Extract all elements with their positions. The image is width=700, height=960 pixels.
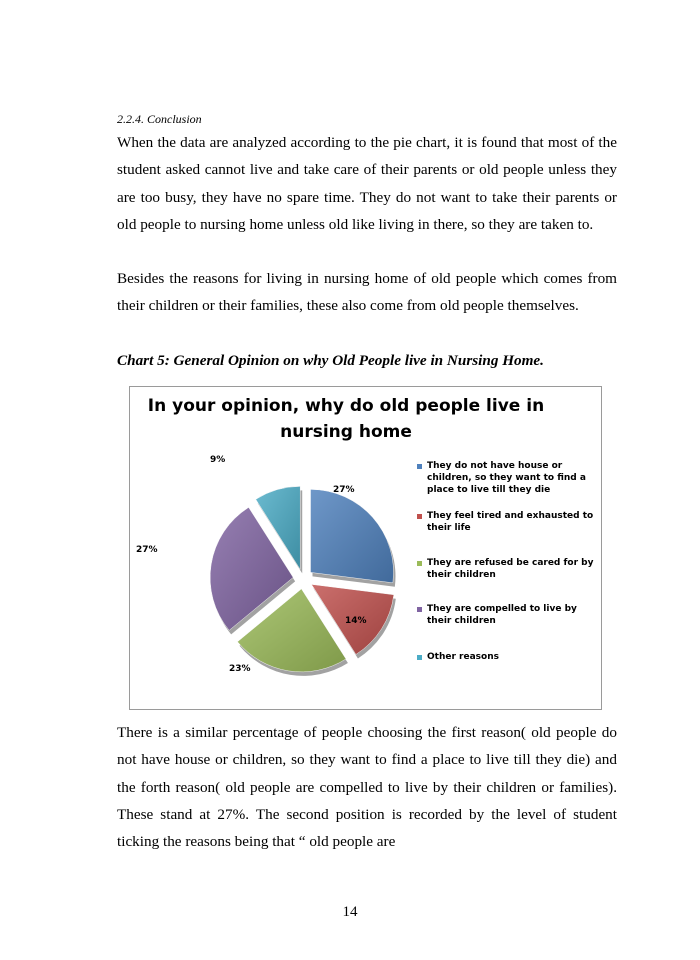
legend-label: Other reasons bbox=[427, 652, 499, 662]
pie-slice-shading bbox=[311, 489, 394, 582]
legend-swatch bbox=[417, 655, 422, 660]
pie-chart bbox=[129, 386, 602, 710]
legend-label: They are refused be cared for by their children bbox=[427, 558, 594, 580]
legend-label: They do not have house or children, so they want to find a place to live till they die bbox=[427, 461, 586, 495]
pie-data-label: 9% bbox=[210, 455, 226, 465]
chart-caption: Chart 5: General Opinion on why Old People live in Nursing Home. bbox=[117, 352, 544, 369]
legend-label: They are compelled to live by their children bbox=[427, 604, 577, 626]
paragraph-analysis: When the data are analyzed according to the pie chart, it is found that most of the student asked cannot live and take care of their parents or old people unless they are too busy, they have no spare time. They do not want to take their parents or old people to nursing home unless old like living in there, so they are taken to. bbox=[117, 134, 617, 233]
legend-swatch bbox=[417, 561, 422, 566]
page-number: 14 bbox=[342, 904, 358, 920]
pie-data-label: 14% bbox=[345, 616, 367, 626]
legend-swatch bbox=[417, 464, 422, 469]
pie-slice-group bbox=[311, 489, 396, 586]
legend-swatch bbox=[417, 607, 422, 612]
paragraph-comparison: There is a similar percentage of people choosing the first reason( old people do not have house or children, so they want to find a place to live till they die) and the forth reason( old people are compelled to live by their children or families). These stand at 27%. The second position is recorded by the level of student ticking the reasons being that “ old people are bbox=[117, 724, 617, 851]
paragraph-reasons: Besides the reasons for living in nursing home of old people which comes from their children or their families, these also come from old people themselves. bbox=[117, 270, 617, 315]
pie-data-label: 23% bbox=[229, 664, 251, 674]
pie-data-label: 27% bbox=[136, 545, 158, 555]
legend-label: They feel tired and exhausted to their life bbox=[427, 511, 594, 533]
pie-data-label: 27% bbox=[333, 485, 355, 495]
section-heading: 2.2.4. Conclusion bbox=[117, 112, 202, 126]
legend-swatch bbox=[417, 514, 422, 519]
chart-title: In your opinion, why do old people live in nursing home bbox=[147, 396, 545, 442]
